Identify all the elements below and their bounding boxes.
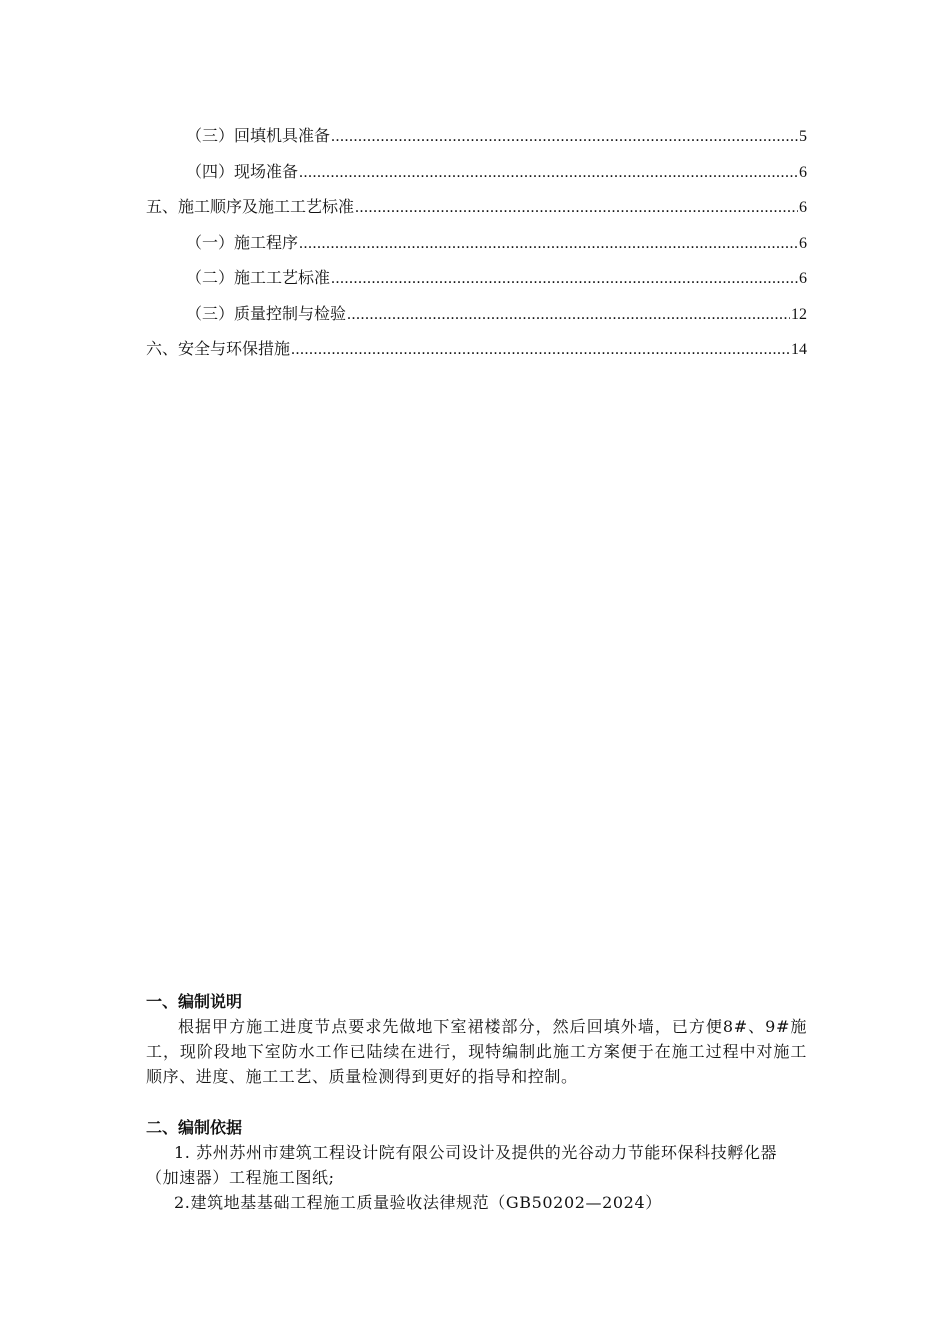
table-of-contents — [146, 124, 807, 373]
toc-leader-dots — [299, 161, 798, 185]
toc-entry-label: 五、施工顺序及施工工艺标准 — [146, 197, 355, 216]
toc-leader-dots — [347, 303, 790, 327]
toc-entry-label: （四）现场准备 — [186, 161, 299, 181]
section-compilation-basis — [146, 1116, 807, 1215]
section-heading: 二、编制依据 — [146, 1118, 243, 1137]
toc-entry-label: 六、安全与环保措施 — [146, 339, 291, 358]
toc-entry-page: 6 — [799, 163, 807, 181]
toc-entry-page: 6 — [799, 270, 807, 287]
section-paragraph: 根据甲方施工进度节点要求先做地下室裙楼部分，然后回填外墙，已方便8#、9#施工，现阶段地下室防水工作已陆续在进行，现特编制此施工方案便于在施工过程中对施工顺序、进度、施工工艺、质量检测得到更好的指导和控制。 — [146, 1017, 807, 1086]
section-heading: 一、编制说明 — [146, 992, 243, 1011]
toc-entry[interactable] — [146, 195, 807, 231]
toc-entry[interactable] — [146, 302, 807, 338]
section-compilation-notes — [146, 990, 807, 1089]
toc-entry-page: 5 — [799, 128, 807, 145]
toc-entry-label: （三）回填机具准备 — [186, 126, 331, 145]
toc-entry-label: （三）质量控制与检验 — [186, 303, 347, 323]
toc-entry-page: 14 — [791, 341, 807, 358]
toc-entry-page: 12 — [791, 305, 807, 323]
toc-entry-page: 6 — [799, 234, 807, 252]
toc-entry-page: 6 — [799, 199, 807, 216]
toc-entry-label: （二）施工工艺标准 — [186, 268, 331, 287]
basis-item: 1. 苏州苏州市建筑工程设计院有限公司设计及提供的光谷动力节能环保科技孵化器（加速器）工程施工图纸; — [146, 1143, 778, 1187]
toc-leader-dots — [291, 338, 790, 362]
toc-leader-dots — [331, 267, 798, 291]
toc-leader-dots — [299, 232, 798, 256]
toc-leader-dots — [331, 125, 798, 149]
basis-item: 2.建筑地基基础工程施工质量验收法律规范（GB50202—2024） — [174, 1193, 662, 1212]
toc-entry[interactable] — [146, 160, 807, 196]
toc-entry-label: （一）施工程序 — [186, 232, 299, 252]
toc-entry[interactable] — [146, 231, 807, 267]
toc-entry[interactable] — [146, 337, 807, 373]
toc-entry[interactable] — [146, 266, 807, 302]
toc-leader-dots — [355, 196, 798, 220]
toc-entry[interactable] — [146, 124, 807, 160]
